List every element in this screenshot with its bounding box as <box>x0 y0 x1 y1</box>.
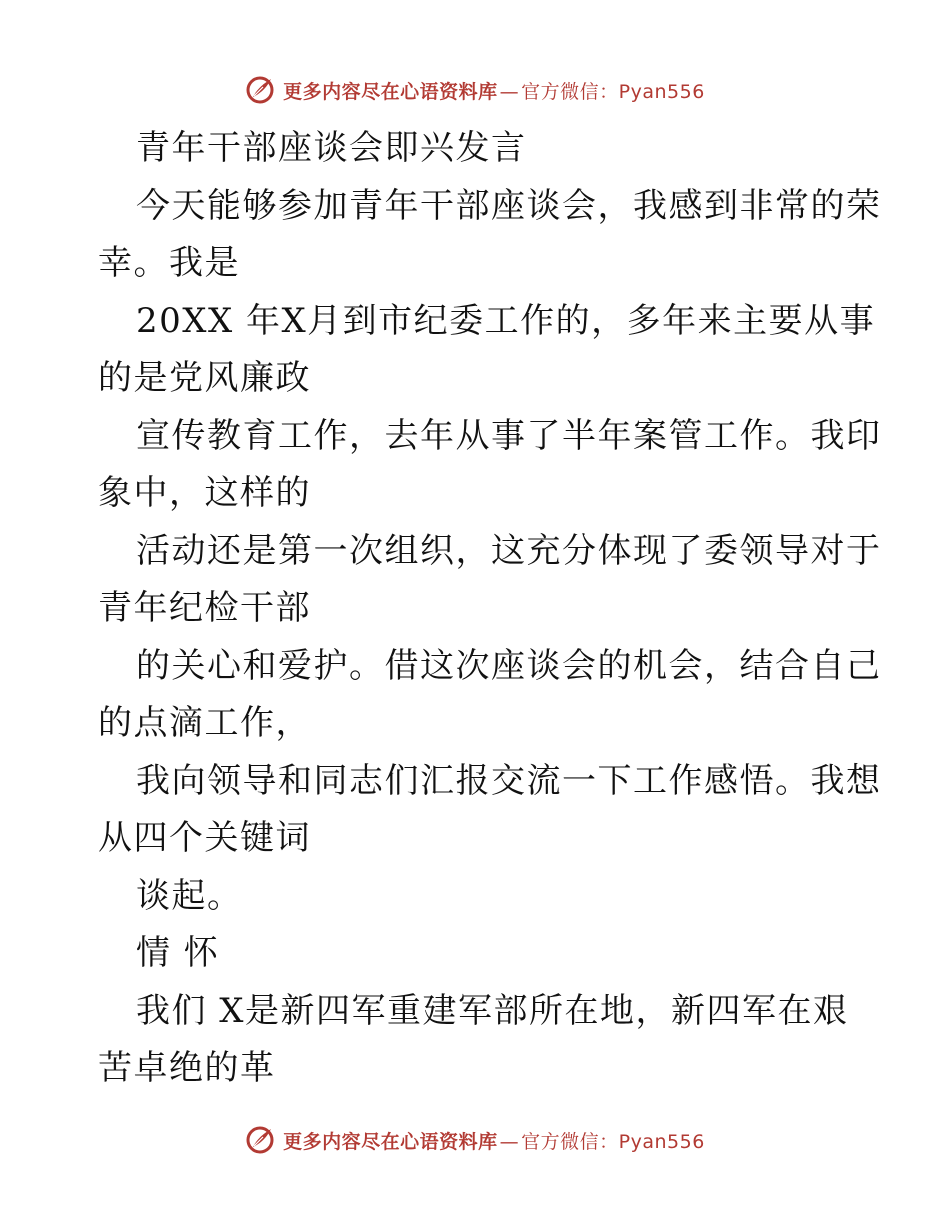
header-brand-text: 更多内容尽在心语资料库 <box>283 80 498 103</box>
feather-pen-logo-icon <box>245 75 275 105</box>
document-line: 情 怀 <box>136 933 220 973</box>
document-line: 的点滴工作， <box>98 703 311 743</box>
document-line: 幸。我是 <box>98 243 240 283</box>
header-wechat-text: 官方微信：Pyan556 <box>521 80 705 103</box>
document-line: 青年纪检干部 <box>98 588 311 628</box>
header-banner-text <box>283 77 705 104</box>
document-line: 活动还是第一次组织，这充分体现了委领导对于 <box>136 530 882 571</box>
document-line: 象中，这样的 <box>98 473 311 513</box>
document-line: 宣传教育工作，去年从事了半年案管工作。我印 <box>136 415 882 456</box>
document-line: 从四个关键词 <box>98 818 311 858</box>
document-line: 的是党风廉政 <box>98 358 311 398</box>
footer-separator: — <box>499 1130 520 1153</box>
footer-wechat-text: 官方微信：Pyan556 <box>521 1130 705 1153</box>
footer-banner-text <box>283 1127 705 1154</box>
footer-banner <box>0 1120 950 1160</box>
document-line: 今天能够参加青年干部座谈会，我感到非常的荣 <box>136 185 882 226</box>
footer-brand-text: 更多内容尽在心语资料库 <box>283 1130 498 1153</box>
document-line: 20XX 年X月到市纪委工作的，多年来主要从事 <box>136 300 876 341</box>
feather-pen-logo-icon <box>245 1125 275 1155</box>
header-separator: — <box>499 80 520 103</box>
document-line: 我们 X是新四军重建军部所在地，新四军在艰 <box>136 990 849 1031</box>
document-line: 我向领导和同志们汇报交流一下工作感悟。我想 <box>136 760 882 801</box>
document-line: 的关心和爱护。借这次座谈会的机会，结合自己 <box>136 645 882 686</box>
header-banner <box>0 70 950 110</box>
document-line: 苦卓绝的革 <box>98 1048 276 1088</box>
document-line: 谈起。 <box>136 875 243 916</box>
document-body <box>98 120 882 1098</box>
document-line: 青年干部座谈会即兴发言 <box>136 128 527 168</box>
